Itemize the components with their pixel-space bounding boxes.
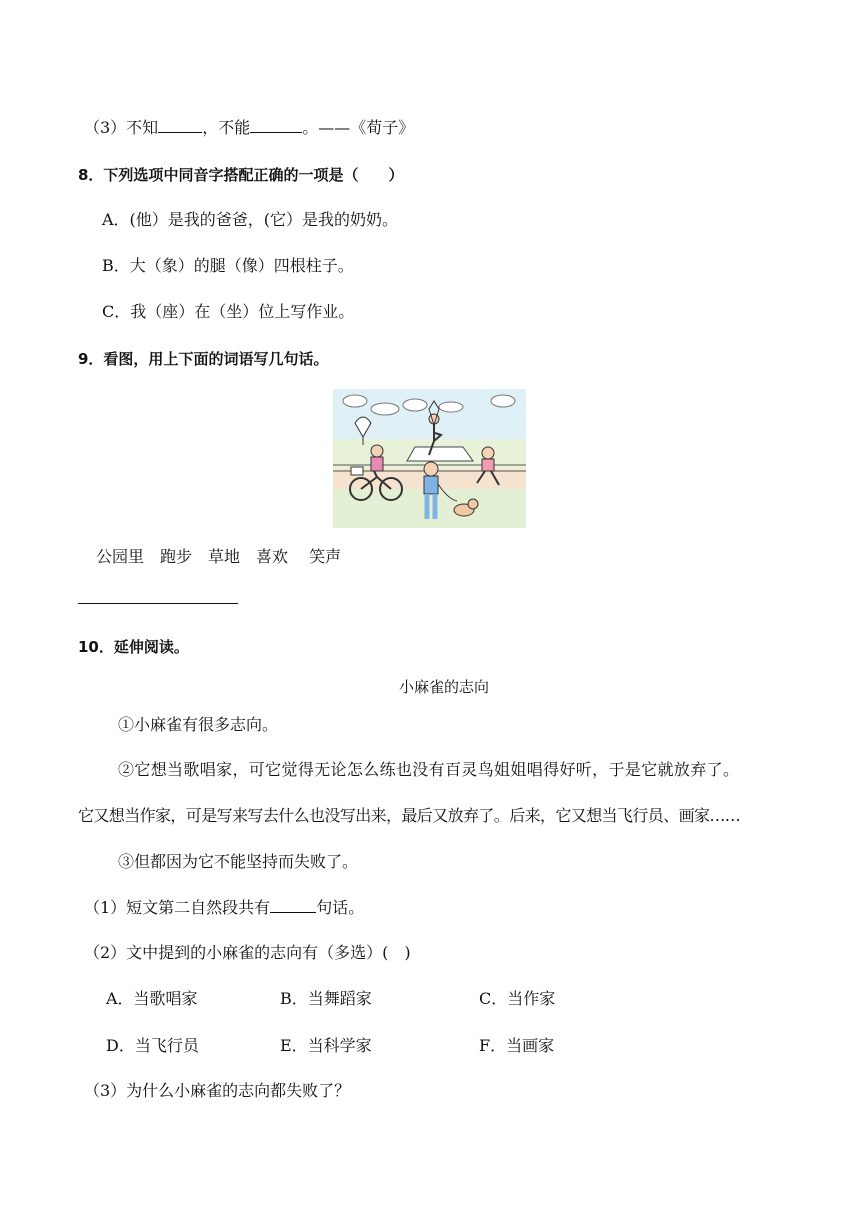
park-scene-svg <box>333 389 526 528</box>
q7-item3-suffix: 。——《荀子》 <box>302 118 415 137</box>
q7-item3-prefix: （3）不知 <box>84 118 159 137</box>
q10-sub3: （3）为什么小麻雀的志向都失败了？ <box>84 1081 351 1100</box>
passage-title: 小麻雀的志向 <box>399 678 490 696</box>
q9-stem: 9．看图，用上下面的词语写几句话。 <box>78 350 329 368</box>
choice-c[interactable]: C．当作家 <box>479 989 556 1008</box>
q10-sub2: （2）文中提到的小麻雀的志向有（多选）( ) <box>84 943 411 962</box>
answer-blank[interactable] <box>158 118 202 133</box>
q10-stem: 10．延伸阅读。 <box>78 638 189 656</box>
choice-e[interactable]: E．当科学家 <box>280 1036 372 1055</box>
choice-a[interactable]: A．当歌唱家 <box>106 989 198 1008</box>
q10-sub1 <box>84 898 364 918</box>
answer-blank[interactable] <box>270 898 316 913</box>
q9-word-list: 公园里 跑步 草地 喜欢 笑声 <box>96 547 342 566</box>
q8-option-c[interactable]: C．我（座）在（坐）位上写作业。 <box>102 302 355 321</box>
q10-sub1-prefix: （1）短文第二自然段共有 <box>84 898 271 917</box>
q8-option-a[interactable]: A．(他）是我的爸爸，(它）是我的奶奶。 <box>102 210 399 229</box>
passage-paragraph-3: ③但都因为它不能坚持而失败了。 <box>118 852 359 871</box>
choice-d[interactable]: D．当飞行员 <box>106 1036 199 1055</box>
passage-paragraph-1: ①小麻雀有很多志向。 <box>118 715 279 734</box>
answer-blank[interactable] <box>250 118 302 133</box>
q9-answer-line[interactable] <box>78 603 238 604</box>
passage-paragraph-2-line-1: ②它想当歌唱家，可它觉得无论怎么练也没有百灵鸟姐姐唱得好听，于是它就放弃了。 <box>118 760 740 779</box>
choice-f[interactable]: F．当画家 <box>479 1036 555 1055</box>
q8-option-b[interactable]: B．大（象）的腿（像）四根柱子。 <box>102 256 354 275</box>
q7-item3-mid: ，不能 <box>202 118 251 137</box>
choice-b[interactable]: B．当舞蹈家 <box>280 989 372 1008</box>
q7-item3 <box>84 118 414 138</box>
passage-paragraph-2-line-2: 它又想当作家，可是写来写去什么也没写出来，最后又放弃了。后来，它又想当飞行员、画家…… <box>78 806 741 825</box>
park-scene-illustration <box>333 389 526 528</box>
q10-sub1-suffix: 句话。 <box>316 898 365 917</box>
q8-stem: 8．下列选项中同音字搭配正确的一项是（ ） <box>78 166 404 184</box>
